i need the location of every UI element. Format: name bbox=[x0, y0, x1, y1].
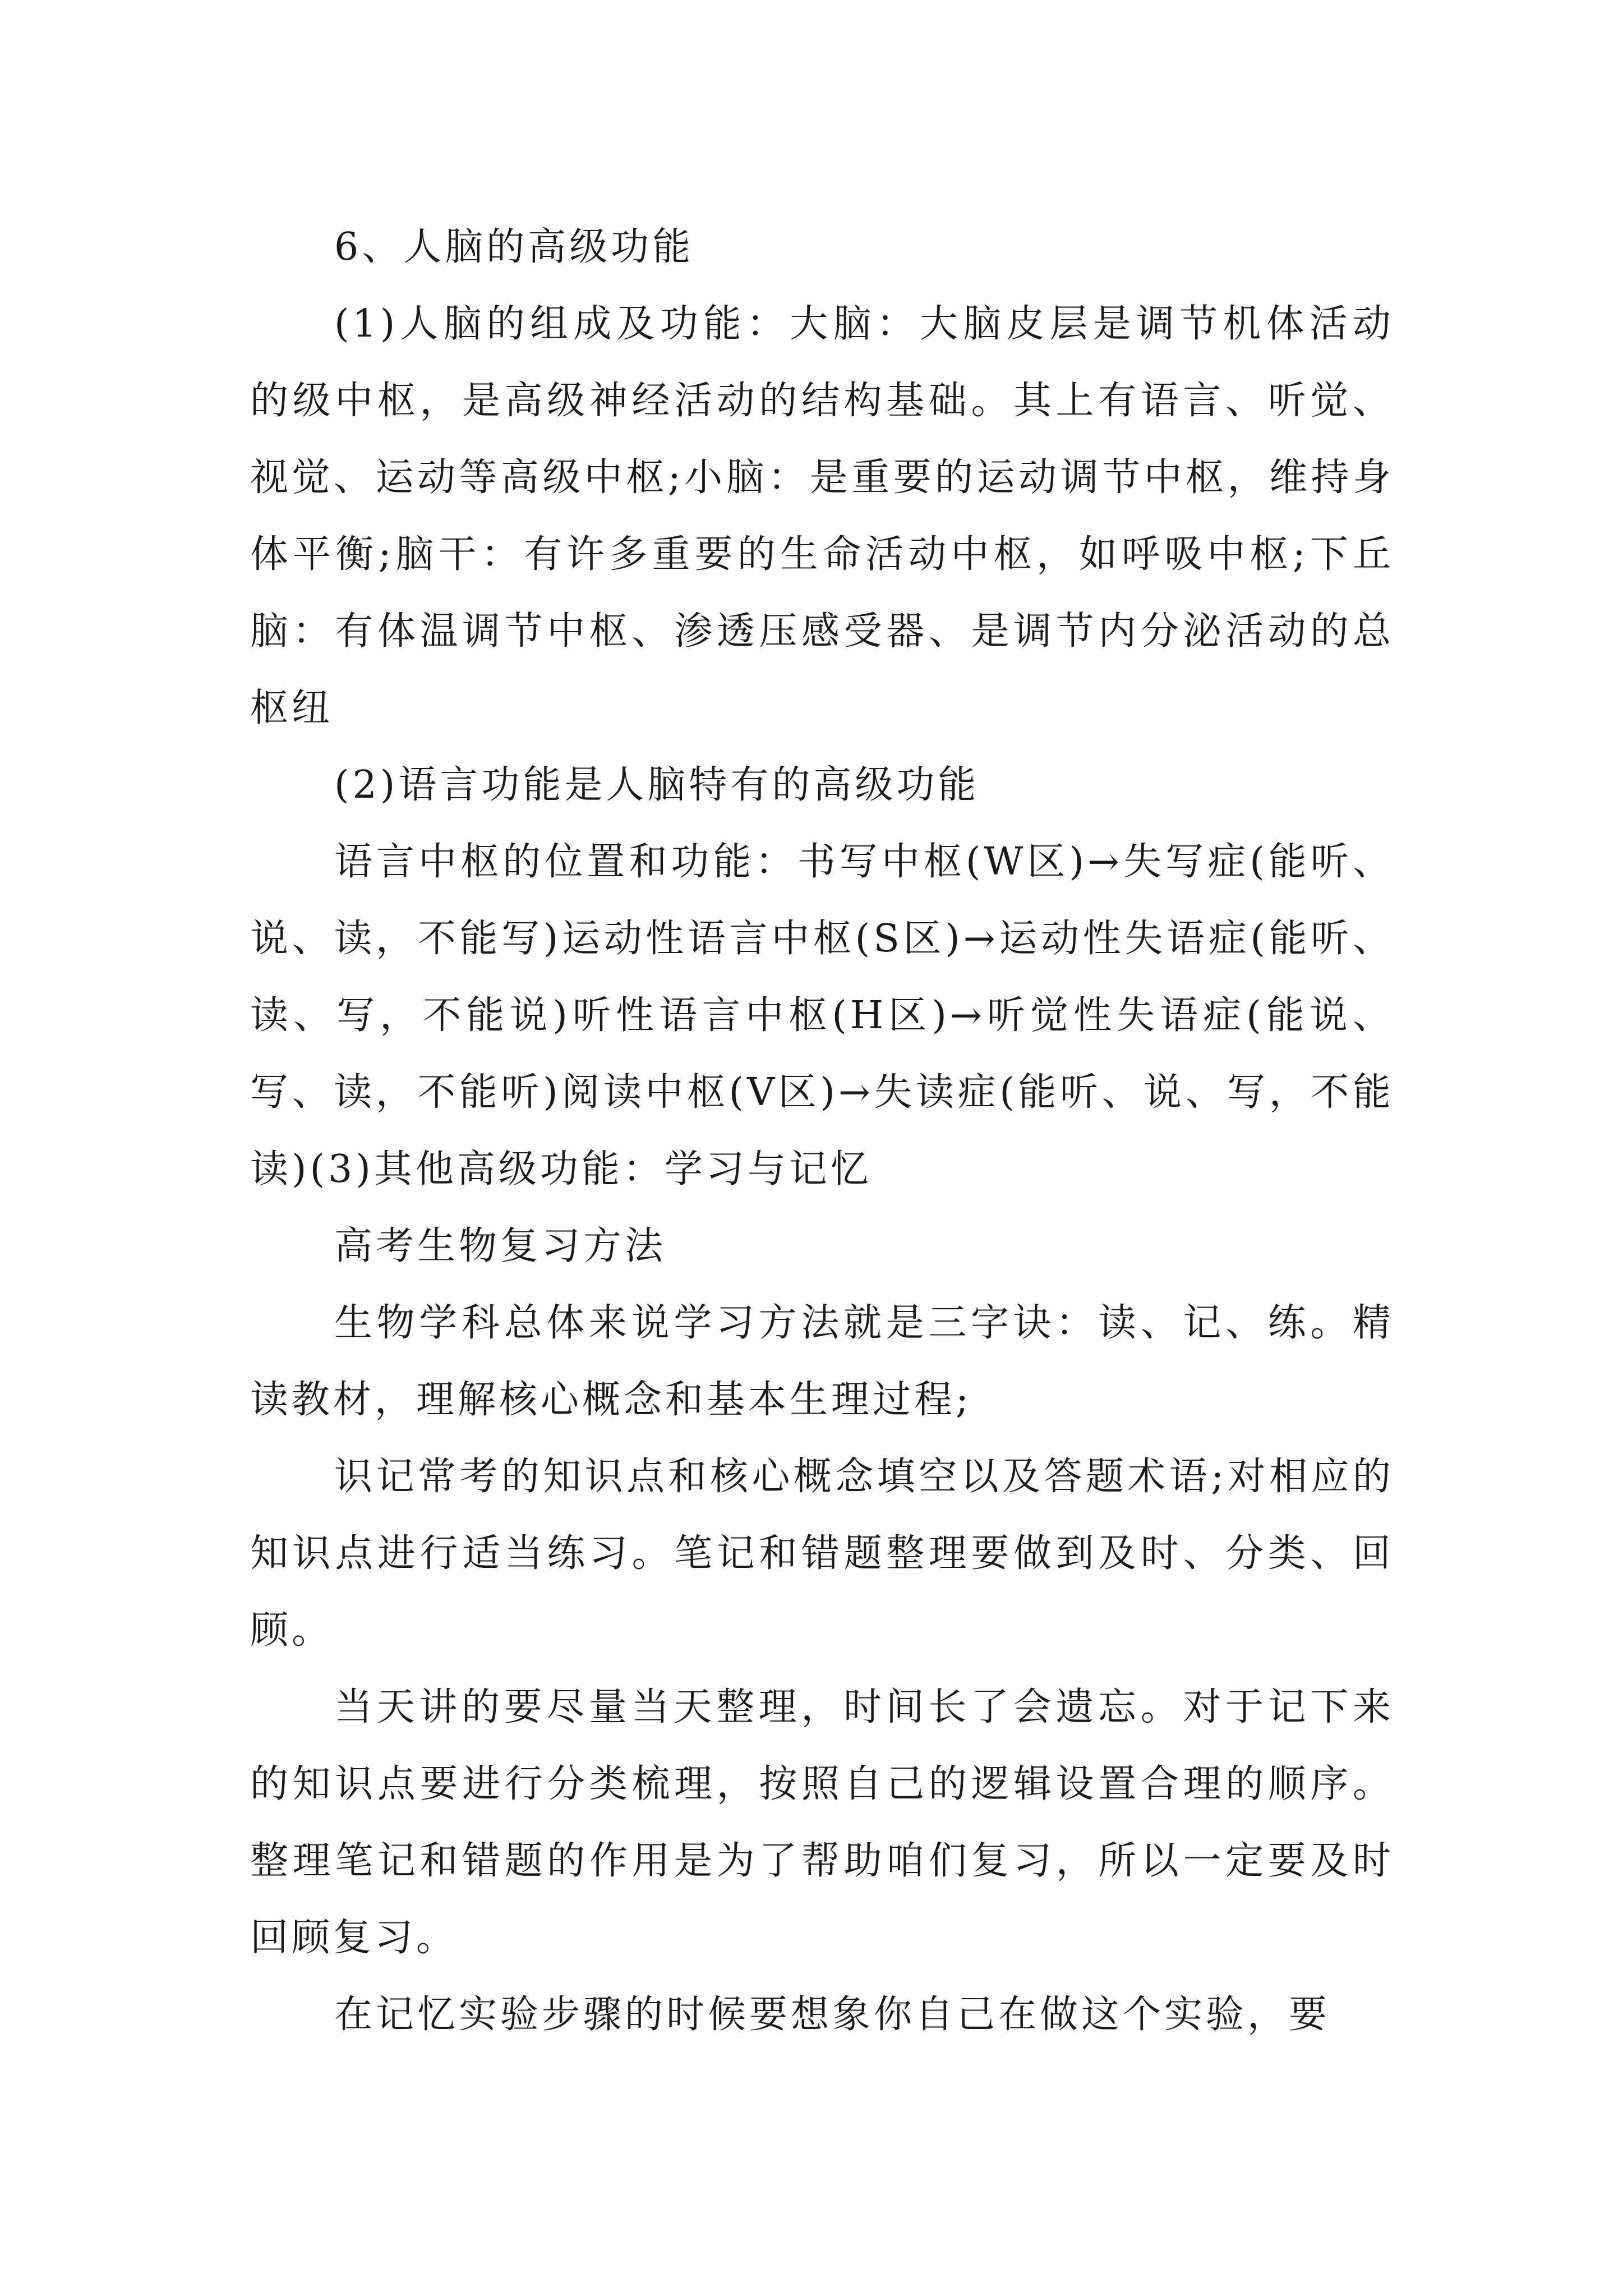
paragraph-language-centers: 语言中枢的位置和功能：书写中枢(W区)→失写症(能听、说、读，不能写)运动性语言中枢(S区)→运动性失语症(能听、读、写，不能说)听性语言中枢(H区)→听觉性失语症(能说、写、读，不能听)阅读中枢(V区)→失读症(能听、说、写，不能读)(3)其他高级功能：学习与记忆 bbox=[250, 840, 1394, 1191]
heading-brain-functions: 6、人脑的高级功能 bbox=[334, 225, 694, 269]
paragraph-memorize-terms: 识记常考的知识点和核心概念填空以及答题术语;对相应的知识点进行适当练习。笔记和错题整理要做到及时、分类、回顾。 bbox=[250, 1455, 1394, 1653]
paragraph-three-word-formula: 生物学科总体来说学习方法就是三字诀：读、记、练。精读教材，理解核心概念和基本生理过程; bbox=[250, 1301, 1394, 1422]
paragraph-brain-composition: (1)人脑的组成及功能：大脑：大脑皮层是调节机体活动的级中枢，是高级神经活动的结构基础。其上有语言、听觉、视觉、运动等高级中枢;小脑：是重要的运动调节中枢，维持身体平衡;脑干：有许多重要的生命活动中枢，如呼吸中枢;下丘脑：有体温调节中枢、渗透压感受器、是调节内分泌活动的总枢纽 bbox=[250, 302, 1394, 730]
document-body bbox=[250, 209, 1394, 2053]
paragraph-organize-notes: 当天讲的要尽量当天整理，时间长了会遗忘。对于记下来的知识点要进行分类梳理，按照自己的逻辑设置合理的顺序。整理笔记和错题的作用是为了帮助咱们复习，所以一定要及时回顾复习。 bbox=[250, 1685, 1394, 1960]
paragraph-language-function: (2)语言功能是人脑特有的高级功能 bbox=[334, 763, 980, 807]
heading-review-methods: 高考生物复习方法 bbox=[334, 1224, 667, 1268]
paragraph-experiment-steps: 在记忆实验步骤的时候要想象你自己在做这个实验，要 bbox=[334, 1993, 1331, 2037]
